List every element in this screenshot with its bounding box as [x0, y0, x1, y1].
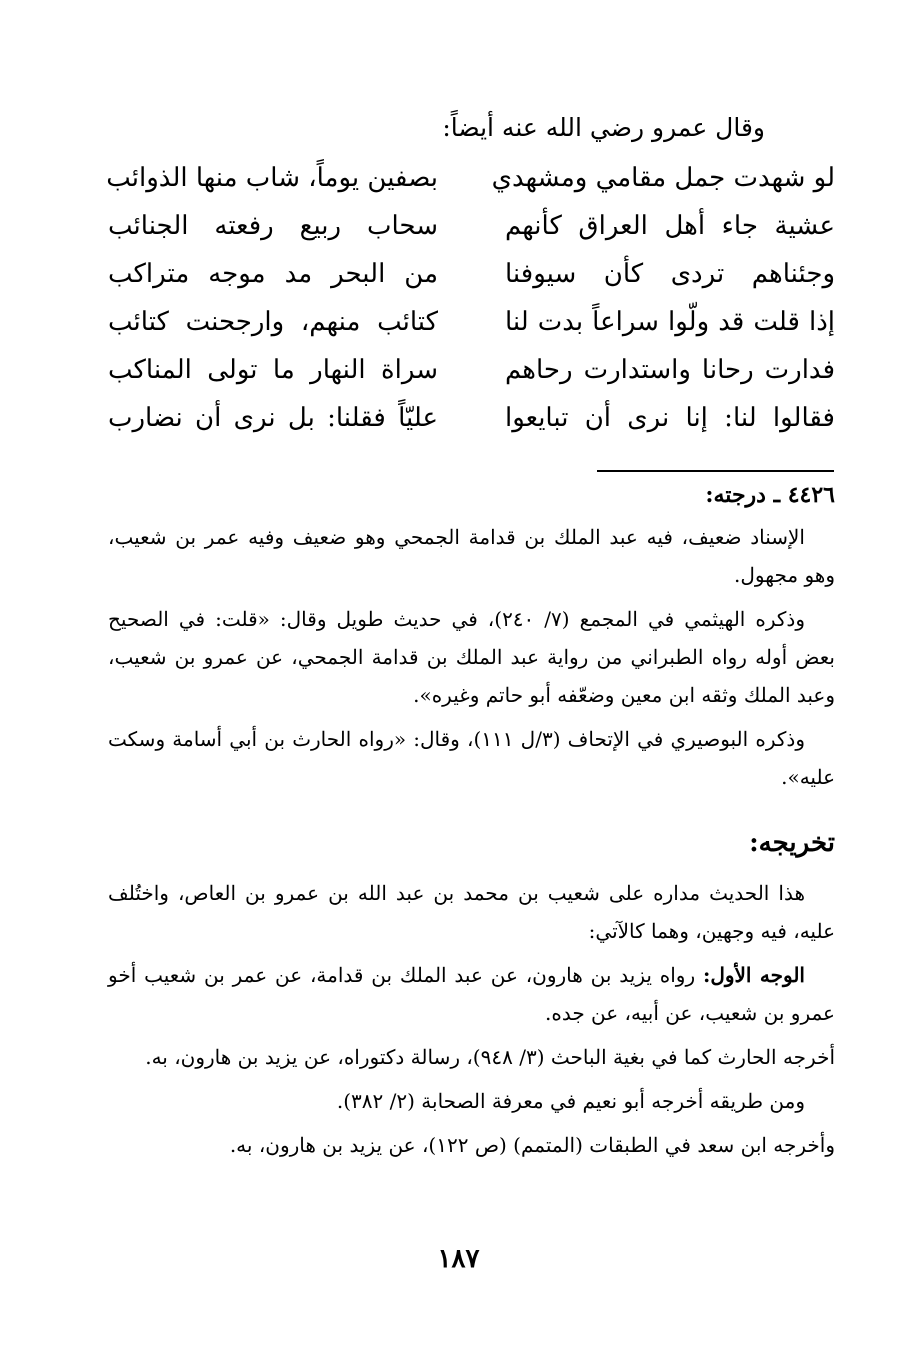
verse	[108, 394, 835, 442]
verse-first-hemistich: فقالوا لنا: إنا نرى أن تبايعوا	[505, 403, 835, 433]
takhrij-intro: هذا الحديث مداره على شعيب بن محمد بن عبد الله بن عمرو بن العاص، واختُلف عليه، فيه وجهين، وهما كالآتي:	[108, 881, 835, 943]
verse-second-hemistich: كتائب منهم، وارجحنت كتائب	[108, 307, 438, 337]
poem	[108, 154, 835, 442]
verse-second-hemistich: بصفين يوماً، شاب منها الذوائب	[106, 163, 438, 193]
page-number: ١٨٧	[437, 1244, 480, 1274]
verse-first-hemistich: فدارت رحانا واستدارت رحاهم	[505, 355, 835, 385]
verse-second-hemistich: سراة النهار ما تولى المناكب	[108, 355, 438, 385]
verse	[108, 298, 835, 346]
verse-second-hemistich: عليّاً فقلنا: بل نرى أن نضارب	[108, 403, 438, 433]
takhrij-paragraph: أخرجه الحارث كما في بغية الباحث (٣/ ٩٤٨)، رسالة دكتوراه، عن يزيد بن هارون، به.	[145, 1045, 835, 1069]
grading-paragraph: الإسناد ضعيف، فيه عبد الملك بن قدامة الجمحي وهو ضعيف وفيه عمر بن شعيب، وهو مجهول.	[108, 525, 835, 587]
takhrij-paragraph: وأخرجه ابن سعد في الطبقات (المتمم) (ص ١٢٢)، عن يزيد بن هارون، به.	[229, 1133, 835, 1157]
grading-paragraph: وذكره البوصيري في الإتحاف (٣/ل ١١١)، وقال: «رواه الحارث بن أبي أسامة وسكت عليه».	[108, 727, 835, 789]
first-aspect-label: الوجه الأول:	[702, 963, 805, 987]
grading-paragraph: وذكره الهيثمي في المجمع (٧/ ٢٤٠)، في حديث طويل وقال: «قلت: في الصحيح بعض أوله رواه الطبراني من رواية عبد الملك بن قدامة الجمحي، عن عمرو بن شعيب، وعبد الملك وثقه ابن معين وضعّفه أبو حاتم وغيره».	[108, 607, 835, 707]
takhrij-heading: تخريجه:	[749, 828, 835, 858]
verse-second-hemistich: من البحر مد موجه متراكب	[108, 259, 438, 289]
grading-heading: ٤٤٢٦ ـ درجته:	[705, 482, 835, 508]
verse	[108, 202, 835, 250]
verse	[108, 154, 835, 202]
verse	[108, 250, 835, 298]
verse-first-hemistich: لو شهدت جمل مقامي ومشهدي	[491, 163, 835, 193]
verse-first-hemistich: إذا قلت قد ولّوا سراعاً بدت لنا	[505, 307, 835, 337]
first-aspect-text: رواه يزيد بن هارون، عن عبد الملك بن قدامة، عن عمر بن شعيب أخو عمرو بن شعيب، عن أبيه، عن جده.	[108, 963, 835, 1025]
poem-intro: وقال عمرو رضي الله عنه أيضاً:	[442, 113, 765, 142]
verse	[108, 346, 835, 394]
verse-second-hemistich: سحاب ربيع رفعته الجنائب	[108, 211, 438, 241]
takhrij-first-aspect	[108, 956, 835, 1032]
footnote-divider	[597, 470, 834, 472]
takhrij-section	[108, 874, 835, 1170]
verse-first-hemistich: وجئناهم تردى كأن سيوفنا	[505, 259, 835, 289]
takhrij-paragraph: ومن طريقه أخرجه أبو نعيم في معرفة الصحابة (٢/ ٣٨٢).	[336, 1089, 805, 1113]
verse-first-hemistich: عشية جاء أهل العراق كأنهم	[505, 211, 835, 241]
grading-section	[108, 518, 835, 802]
